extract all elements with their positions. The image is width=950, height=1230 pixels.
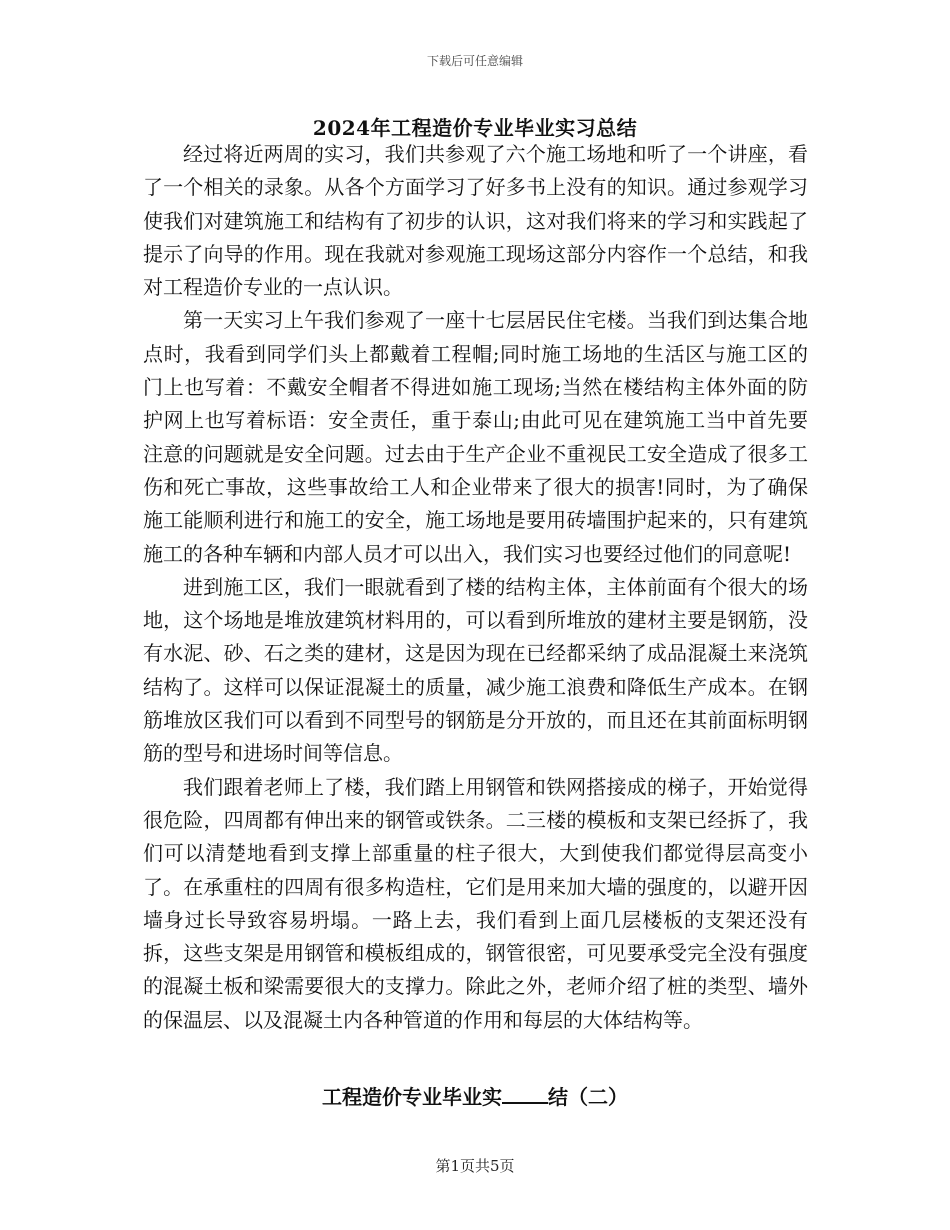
section-subtitle bbox=[0, 1081, 950, 1110]
paragraph-4: 我们跟着老师上了楼，我们踏上用钢管和铁网搭接成的梯子，开始觉得很危险，四周都有伸出来的钢管或铁条。二三楼的模板和支架已经拆了，我们可以清楚地看到支撑上部重量的柱子很大，大到使我们都觉得层高变小了。在承重柱的四周有很多构造柱，它们是用来加大墙的强度的，以避开因墙身过长导致容易坍塌。一路上去，我们看到上面几层楼板的支架还没有拆，这些支架是用钢管和模板组成的，钢管很密，可见要承受完全没有强度的混凝土板和梁需要很大的支撑力。除此之外，老师介绍了桩的类型、墙外的保温层、以及混凝土内各种管道的作用和每层的大体结构等。 bbox=[143, 774, 808, 1032]
document-title: 2024年工程造价专业毕业实习总结 bbox=[312, 116, 638, 140]
document-body bbox=[143, 138, 808, 1037]
paragraph-2: 第一天实习上午我们参观了一座十七层居民住宅楼。当我们到达集合地点时，我看到同学们头上都戴着工程帽;同时施工场地的生活区与施工区的门上也写着：不戴安全帽者不得进如施工现场;当然在楼结构主体外面的防护网上也写着标语：安全责任，重于泰山;由此可见在建筑施工当中首先要注意的问题就是安全问题。过去由于生产企业不重视民工安全造成了很多工伤和死亡事故，这些事故给工人和企业带来了很大的损害!同时，为了确保施工能顺利进行和施工的安全，施工场地是要用砖墙围护起来的，只有建筑施工的各种车辆和内部人员才可以出入，我们实习也要经过他们的同意呢! bbox=[143, 308, 808, 566]
subtitle-part-1: 工程造价专业毕业实 bbox=[322, 1085, 502, 1109]
subtitle-blank-underline bbox=[502, 1084, 548, 1104]
subtitle-part-2: 结（二） bbox=[548, 1085, 628, 1109]
page-number: 第1页共5页 bbox=[435, 1157, 515, 1175]
paragraph-1: 经过将近两周的实习，我们共参观了六个施工场地和听了一个讲座，看了一个相关的录象。从各个方面学习了好多书上没有的知识。通过参观学习使我们对建筑施工和结构有了初步的认识，这对我们将来的学习和实践起了提示了向导的作用。现在我就对参观施工现场这部分内容作一个总结，和我对工程造价专业的一点认识。 bbox=[143, 142, 808, 300]
paragraph-3: 进到施工区，我们一眼就看到了楼的结构主体，主体前面有个很大的场地，这个场地是堆放建筑材料用的，可以看到所堆放的建材主要是钢筋，没有水泥、砂、石之类的建材，这是因为现在已经都采纳了成品混凝土来浇筑结构了。这样可以保证混凝土的质量，减少施工浪费和降低生产成本。在钢筋堆放区我们可以看到不同型号的钢筋是分开放的，而且还在其前面标明钢筋的型号和进场时间等信息。 bbox=[143, 574, 808, 766]
page-header-note: 下载后可任意编辑 bbox=[426, 54, 523, 68]
